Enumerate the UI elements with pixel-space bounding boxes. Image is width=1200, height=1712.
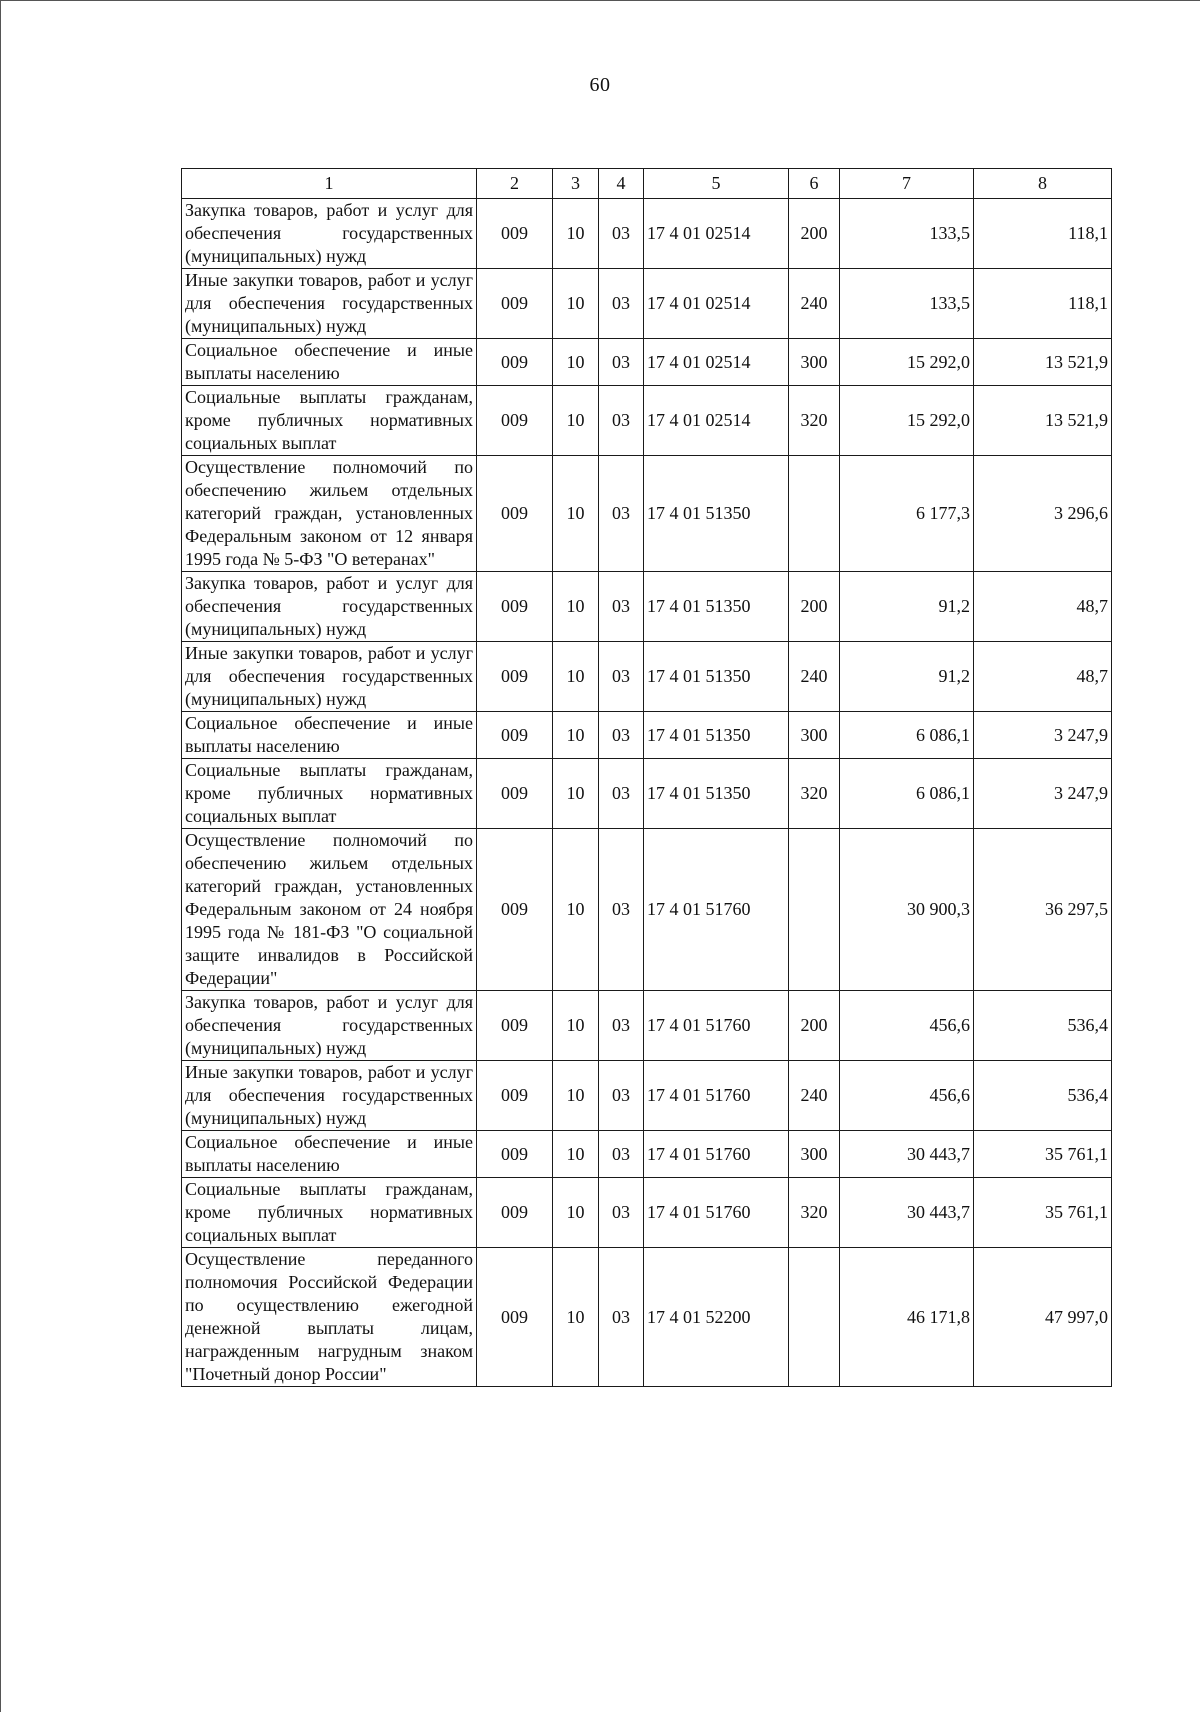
- table-row: [182, 642, 1112, 712]
- subsection-code-cell: 03: [599, 456, 644, 572]
- amount-year1-cell: 15 292,0: [840, 339, 974, 386]
- expense-type-cell: 240: [789, 269, 840, 339]
- expense-name-cell: Закупка товаров, работ и услуг для обеспечения государственных (муниципальных) нужд: [182, 199, 477, 269]
- ministry-code-cell: 009: [477, 1178, 553, 1248]
- expense-name-cell: Социальное обеспечение и иные выплаты населению: [182, 712, 477, 759]
- amount-year1-cell: 15 292,0: [840, 386, 974, 456]
- amount-year1-cell: 133,5: [840, 269, 974, 339]
- section-code-cell: 10: [553, 1061, 599, 1131]
- table-row: [182, 572, 1112, 642]
- ministry-code-cell: 009: [477, 199, 553, 269]
- expense-type-cell: [789, 1248, 840, 1387]
- section-code-cell: 10: [553, 712, 599, 759]
- expense-name-cell: Социальные выплаты гражданам, кроме публичных нормативных социальных выплат: [182, 386, 477, 456]
- expense-name-cell: Иные закупки товаров, работ и услуг для обеспечения государственных (муниципальных) нужд: [182, 642, 477, 712]
- expense-type-cell: [789, 456, 840, 572]
- amount-year2-cell: 118,1: [974, 199, 1112, 269]
- section-code-cell: 10: [553, 456, 599, 572]
- section-code-cell: 10: [553, 269, 599, 339]
- table-row: [182, 759, 1112, 829]
- amount-year1-cell: 91,2: [840, 642, 974, 712]
- expense-type-cell: 200: [789, 199, 840, 269]
- ministry-code-cell: 009: [477, 339, 553, 386]
- expense-name-cell: Социальные выплаты гражданам, кроме публичных нормативных социальных выплат: [182, 1178, 477, 1248]
- table-row: [182, 829, 1112, 991]
- section-code-cell: 10: [553, 199, 599, 269]
- amount-year2-cell: 13 521,9: [974, 386, 1112, 456]
- table-body: [182, 199, 1112, 1387]
- target-article-cell: 17 4 01 52200: [644, 1248, 789, 1387]
- amount-year1-cell: 91,2: [840, 572, 974, 642]
- section-code-cell: 10: [553, 1178, 599, 1248]
- amount-year2-cell: 3 247,9: [974, 712, 1112, 759]
- amount-year2-cell: 13 521,9: [974, 339, 1112, 386]
- expense-name-cell: Социальное обеспечение и иные выплаты населению: [182, 1131, 477, 1178]
- amount-year1-cell: 6 086,1: [840, 759, 974, 829]
- section-code-cell: 10: [553, 642, 599, 712]
- ministry-code-cell: 009: [477, 759, 553, 829]
- subsection-code-cell: 03: [599, 1061, 644, 1131]
- table-row: [182, 456, 1112, 572]
- expense-type-cell: 240: [789, 642, 840, 712]
- expense-type-cell: 240: [789, 1061, 840, 1131]
- column-header: 7: [840, 169, 974, 199]
- table-row: [182, 991, 1112, 1061]
- subsection-code-cell: 03: [599, 759, 644, 829]
- amount-year1-cell: 6 177,3: [840, 456, 974, 572]
- ministry-code-cell: 009: [477, 1131, 553, 1178]
- amount-year1-cell: 46 171,8: [840, 1248, 974, 1387]
- section-code-cell: 10: [553, 572, 599, 642]
- column-header: 2: [477, 169, 553, 199]
- target-article-cell: 17 4 01 02514: [644, 386, 789, 456]
- subsection-code-cell: 03: [599, 1248, 644, 1387]
- table-row: [182, 1178, 1112, 1248]
- subsection-code-cell: 03: [599, 642, 644, 712]
- table-row: [182, 339, 1112, 386]
- table-row: [182, 712, 1112, 759]
- expense-type-cell: 300: [789, 1131, 840, 1178]
- expense-name-cell: Иные закупки товаров, работ и услуг для обеспечения государственных (муниципальных) нужд: [182, 269, 477, 339]
- expense-type-cell: [789, 829, 840, 991]
- target-article-cell: 17 4 01 51350: [644, 642, 789, 712]
- column-header: 5: [644, 169, 789, 199]
- target-article-cell: 17 4 01 51350: [644, 572, 789, 642]
- expense-name-cell: Закупка товаров, работ и услуг для обеспечения государственных (муниципальных) нужд: [182, 991, 477, 1061]
- amount-year2-cell: 118,1: [974, 269, 1112, 339]
- ministry-code-cell: 009: [477, 572, 553, 642]
- amount-year2-cell: 35 761,1: [974, 1178, 1112, 1248]
- expense-name-cell: Иные закупки товаров, работ и услуг для обеспечения государственных (муниципальных) нужд: [182, 1061, 477, 1131]
- target-article-cell: 17 4 01 51350: [644, 759, 789, 829]
- amount-year1-cell: 30 443,7: [840, 1178, 974, 1248]
- section-code-cell: 10: [553, 1248, 599, 1387]
- expense-name-cell: Социальное обеспечение и иные выплаты населению: [182, 339, 477, 386]
- subsection-code-cell: 03: [599, 712, 644, 759]
- ministry-code-cell: 009: [477, 1248, 553, 1387]
- expense-type-cell: 300: [789, 712, 840, 759]
- amount-year2-cell: 35 761,1: [974, 1131, 1112, 1178]
- column-header: 1: [182, 169, 477, 199]
- amount-year1-cell: 30 900,3: [840, 829, 974, 991]
- target-article-cell: 17 4 01 51350: [644, 712, 789, 759]
- target-article-cell: 17 4 01 02514: [644, 269, 789, 339]
- page-number: 60: [589, 74, 611, 96]
- target-article-cell: 17 4 01 51760: [644, 991, 789, 1061]
- expense-type-cell: 300: [789, 339, 840, 386]
- scan-top-edge: [0, 0, 1200, 1]
- amount-year2-cell: 3 296,6: [974, 456, 1112, 572]
- amount-year2-cell: 48,7: [974, 642, 1112, 712]
- section-code-cell: 10: [553, 1131, 599, 1178]
- table-row: [182, 1248, 1112, 1387]
- amount-year2-cell: 48,7: [974, 572, 1112, 642]
- table-header-row: [182, 169, 1112, 199]
- budget-table: [181, 168, 1112, 1387]
- table-row: [182, 199, 1112, 269]
- target-article-cell: 17 4 01 02514: [644, 199, 789, 269]
- table-row: [182, 1061, 1112, 1131]
- ministry-code-cell: 009: [477, 991, 553, 1061]
- table-row: [182, 269, 1112, 339]
- amount-year1-cell: 133,5: [840, 199, 974, 269]
- column-header: 6: [789, 169, 840, 199]
- target-article-cell: 17 4 01 51760: [644, 1061, 789, 1131]
- target-article-cell: 17 4 01 51760: [644, 1131, 789, 1178]
- expense-type-cell: 320: [789, 759, 840, 829]
- table-row: [182, 1131, 1112, 1178]
- subsection-code-cell: 03: [599, 991, 644, 1061]
- column-header: 3: [553, 169, 599, 199]
- expense-type-cell: 200: [789, 572, 840, 642]
- ministry-code-cell: 009: [477, 1061, 553, 1131]
- section-code-cell: 10: [553, 991, 599, 1061]
- amount-year2-cell: 3 247,9: [974, 759, 1112, 829]
- target-article-cell: 17 4 01 02514: [644, 339, 789, 386]
- section-code-cell: 10: [553, 339, 599, 386]
- subsection-code-cell: 03: [599, 1131, 644, 1178]
- section-code-cell: 10: [553, 759, 599, 829]
- subsection-code-cell: 03: [599, 1178, 644, 1248]
- amount-year1-cell: 6 086,1: [840, 712, 974, 759]
- section-code-cell: 10: [553, 386, 599, 456]
- expense-type-cell: 320: [789, 386, 840, 456]
- target-article-cell: 17 4 01 51350: [644, 456, 789, 572]
- amount-year2-cell: 47 997,0: [974, 1248, 1112, 1387]
- column-header: 4: [599, 169, 644, 199]
- section-code-cell: 10: [553, 829, 599, 991]
- expense-name-cell: Осуществление полномочий по обеспечению жильем отдельных категорий граждан, установленных Федеральным законом от 12 января 1995 года № 5-ФЗ "О ветеранах": [182, 456, 477, 572]
- subsection-code-cell: 03: [599, 269, 644, 339]
- ministry-code-cell: 009: [477, 386, 553, 456]
- amount-year1-cell: 456,6: [840, 1061, 974, 1131]
- subsection-code-cell: 03: [599, 386, 644, 456]
- expense-type-cell: 200: [789, 991, 840, 1061]
- expense-name-cell: Закупка товаров, работ и услуг для обеспечения государственных (муниципальных) нужд: [182, 572, 477, 642]
- amount-year1-cell: 30 443,7: [840, 1131, 974, 1178]
- ministry-code-cell: 009: [477, 829, 553, 991]
- expense-name-cell: Социальные выплаты гражданам, кроме публичных нормативных социальных выплат: [182, 759, 477, 829]
- scan-left-edge: [0, 0, 1, 1712]
- subsection-code-cell: 03: [599, 199, 644, 269]
- target-article-cell: 17 4 01 51760: [644, 1178, 789, 1248]
- ministry-code-cell: 009: [477, 456, 553, 572]
- amount-year2-cell: 36 297,5: [974, 829, 1112, 991]
- target-article-cell: 17 4 01 51760: [644, 829, 789, 991]
- subsection-code-cell: 03: [599, 572, 644, 642]
- ministry-code-cell: 009: [477, 269, 553, 339]
- subsection-code-cell: 03: [599, 339, 644, 386]
- ministry-code-cell: 009: [477, 642, 553, 712]
- table-row: [182, 386, 1112, 456]
- expense-type-cell: 320: [789, 1178, 840, 1248]
- expense-name-cell: Осуществление переданного полномочия Российской Федерации по осуществлению ежегодной денежной выплаты лицам, награжденным нагрудным знаком "Почетный донор России": [182, 1248, 477, 1387]
- expense-name-cell: Осуществление полномочий по обеспечению жильем отдельных категорий граждан, установленных Федеральным законом от 24 ноября 1995 года № 181-ФЗ "О социальной защите инвалидов в Российской Федерации": [182, 829, 477, 991]
- column-header: 8: [974, 169, 1112, 199]
- amount-year2-cell: 536,4: [974, 1061, 1112, 1131]
- amount-year1-cell: 456,6: [840, 991, 974, 1061]
- subsection-code-cell: 03: [599, 829, 644, 991]
- amount-year2-cell: 536,4: [974, 991, 1112, 1061]
- ministry-code-cell: 009: [477, 712, 553, 759]
